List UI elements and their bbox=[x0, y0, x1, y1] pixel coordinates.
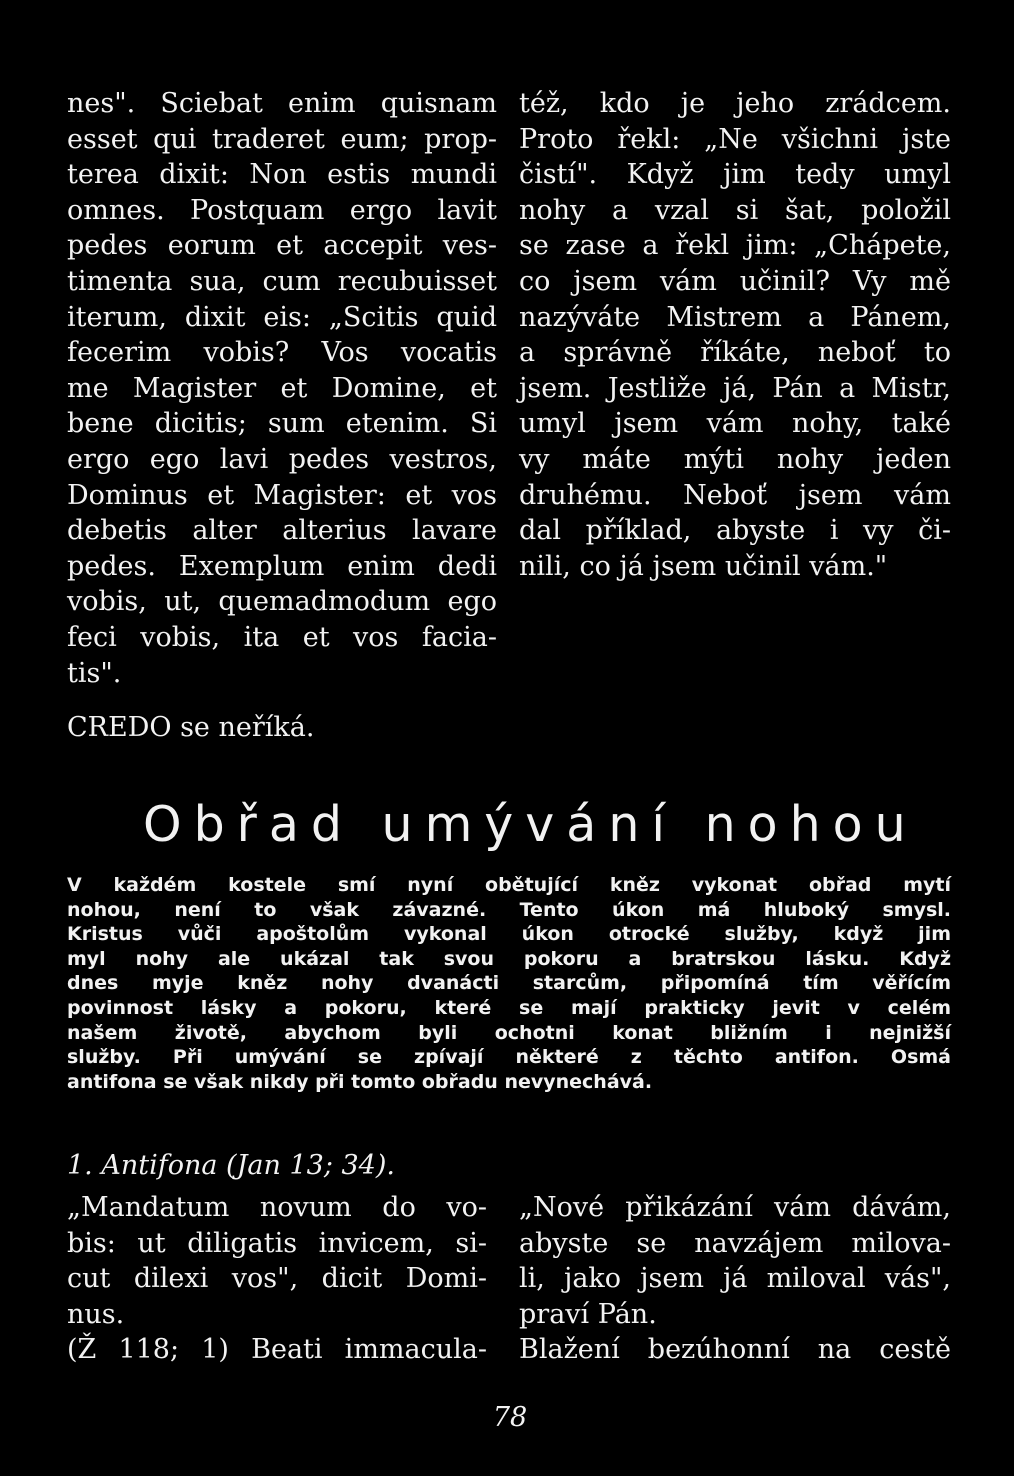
latin-line: tis". bbox=[67, 657, 122, 689]
latin-line: Dominus et Magister: et vos bbox=[67, 479, 497, 511]
czech-column-top bbox=[519, 86, 951, 584]
latin-line: iterum, dixit eis: „Scitis quid bbox=[67, 301, 497, 333]
latin-line: feci vobis, ita et vos facia- bbox=[67, 621, 497, 653]
czech-line: vy máte mýti nohy jeden bbox=[519, 443, 951, 475]
rubric-line: služby. Při umývání se zpívají některé z těchto antifon. Osmá bbox=[67, 1046, 951, 1069]
czech-column-bottom bbox=[519, 1190, 951, 1368]
latin-line: „Mandatum novum do vo- bbox=[67, 1192, 487, 1223]
czech-line: se zase a řekl jim: „Chápete, bbox=[519, 230, 951, 262]
czech-line: nili, co já jsem učinil vám." bbox=[519, 550, 888, 582]
czech-line: „Nové přikázání vám dávám, bbox=[519, 1192, 951, 1223]
czech-line: abyste se navzájem milova- bbox=[519, 1227, 951, 1259]
latin-line: vobis, ut, quemadmodum ego bbox=[67, 586, 497, 618]
latin-line: esset qui traderet eum; prop- bbox=[67, 123, 497, 155]
latin-line: nes". Sciebat enim quisnam bbox=[67, 88, 497, 119]
rubric-line: V každém kostele smí nyní obětující kněz vykonat obřad mytí bbox=[67, 874, 951, 896]
latin-line: omnes. Postquam ergo lavit bbox=[67, 194, 497, 226]
czech-line: Blažení bezúhonní na cestě bbox=[519, 1334, 951, 1366]
latin-line: fecerim vobis? Vos vocatis bbox=[67, 337, 497, 369]
rubric-line: dnes myje kněz nohy dvanácti starcům, připomíná tím věřícím bbox=[67, 972, 951, 995]
czech-line: nohy a vzal si šat, položil bbox=[519, 194, 951, 226]
latin-line: me Magister et Domine, et bbox=[67, 372, 497, 404]
latin-line: debetis alter alterius lavare bbox=[67, 515, 497, 547]
section-title: Obřad umývání nohou bbox=[143, 796, 918, 853]
latin-line: pedes eorum et accepit ves- bbox=[67, 230, 497, 262]
czech-line: li, jako jsem já miloval vás", bbox=[519, 1263, 951, 1295]
latin-line: timenta sua, cum recubuisset bbox=[67, 265, 497, 297]
credo-note: CREDO se neříká. bbox=[67, 712, 315, 743]
latin-line: ergo ego lavi pedes vestros, bbox=[67, 443, 497, 475]
czech-line: též, kdo je jeho zrádcem. bbox=[519, 88, 951, 119]
czech-line: dal příklad, abyste i vy či- bbox=[519, 515, 951, 547]
czech-line: druhému. Neboť jsem vám bbox=[519, 479, 951, 511]
czech-line: co jsem vám učinil? Vy mě bbox=[519, 265, 951, 297]
latin-line: (Ž 118; 1) Beati immacula- bbox=[67, 1334, 487, 1366]
latin-line: cut dilexi vos", dicit Domi- bbox=[67, 1263, 487, 1295]
rubric-line: Kristus vůči apoštolům vykonal úkon otrocké služby, když jim bbox=[67, 923, 951, 946]
latin-line: pedes. Exemplum enim dedi bbox=[67, 550, 497, 582]
rubric-line: povinnost lásky a pokoru, které se mají prakticky jevit v celém bbox=[67, 996, 951, 1019]
latin-line: bene dicitis; sum etenim. Si bbox=[67, 408, 497, 440]
latin-column-top bbox=[67, 86, 497, 691]
rubric-line: myl nohy ale ukázal tak svou pokoru a bratrskou lásku. Když bbox=[67, 947, 951, 970]
czech-line: praví Pán. bbox=[519, 1298, 657, 1330]
latin-column-bottom bbox=[67, 1190, 487, 1368]
latin-line: nus. bbox=[67, 1298, 125, 1330]
latin-line: terea dixit: Non estis mundi bbox=[67, 159, 497, 191]
antiphon-heading: 1. Antifona (Jan 13; 34). bbox=[67, 1150, 395, 1181]
czech-line: a správně říkáte, neboť to bbox=[519, 337, 951, 369]
rubric-paragraph bbox=[67, 873, 951, 1094]
latin-line: bis: ut diligatis invicem, si- bbox=[67, 1227, 487, 1259]
czech-line: Proto řekl: „Ne všichni jste bbox=[519, 123, 951, 155]
rubric-line: antifona se však nikdy při tomto obřadu nevynechává. bbox=[67, 1070, 653, 1093]
page-number: 78 bbox=[492, 1402, 528, 1433]
czech-line: umyl jsem vám nohy, také bbox=[519, 408, 951, 440]
czech-line: čistí". Když jim tedy umyl bbox=[519, 159, 951, 191]
czech-line: nazýváte Mistrem a Pánem, bbox=[519, 301, 951, 333]
czech-line: jsem. Jestliže já, Pán a Mistr, bbox=[519, 372, 951, 404]
rubric-line: nohou, není to však závazné. Tento úkon má hluboký smysl. bbox=[67, 898, 951, 921]
rubric-line: našem životě, abychom byli ochotni konat bližním i nejnižší bbox=[67, 1021, 951, 1044]
